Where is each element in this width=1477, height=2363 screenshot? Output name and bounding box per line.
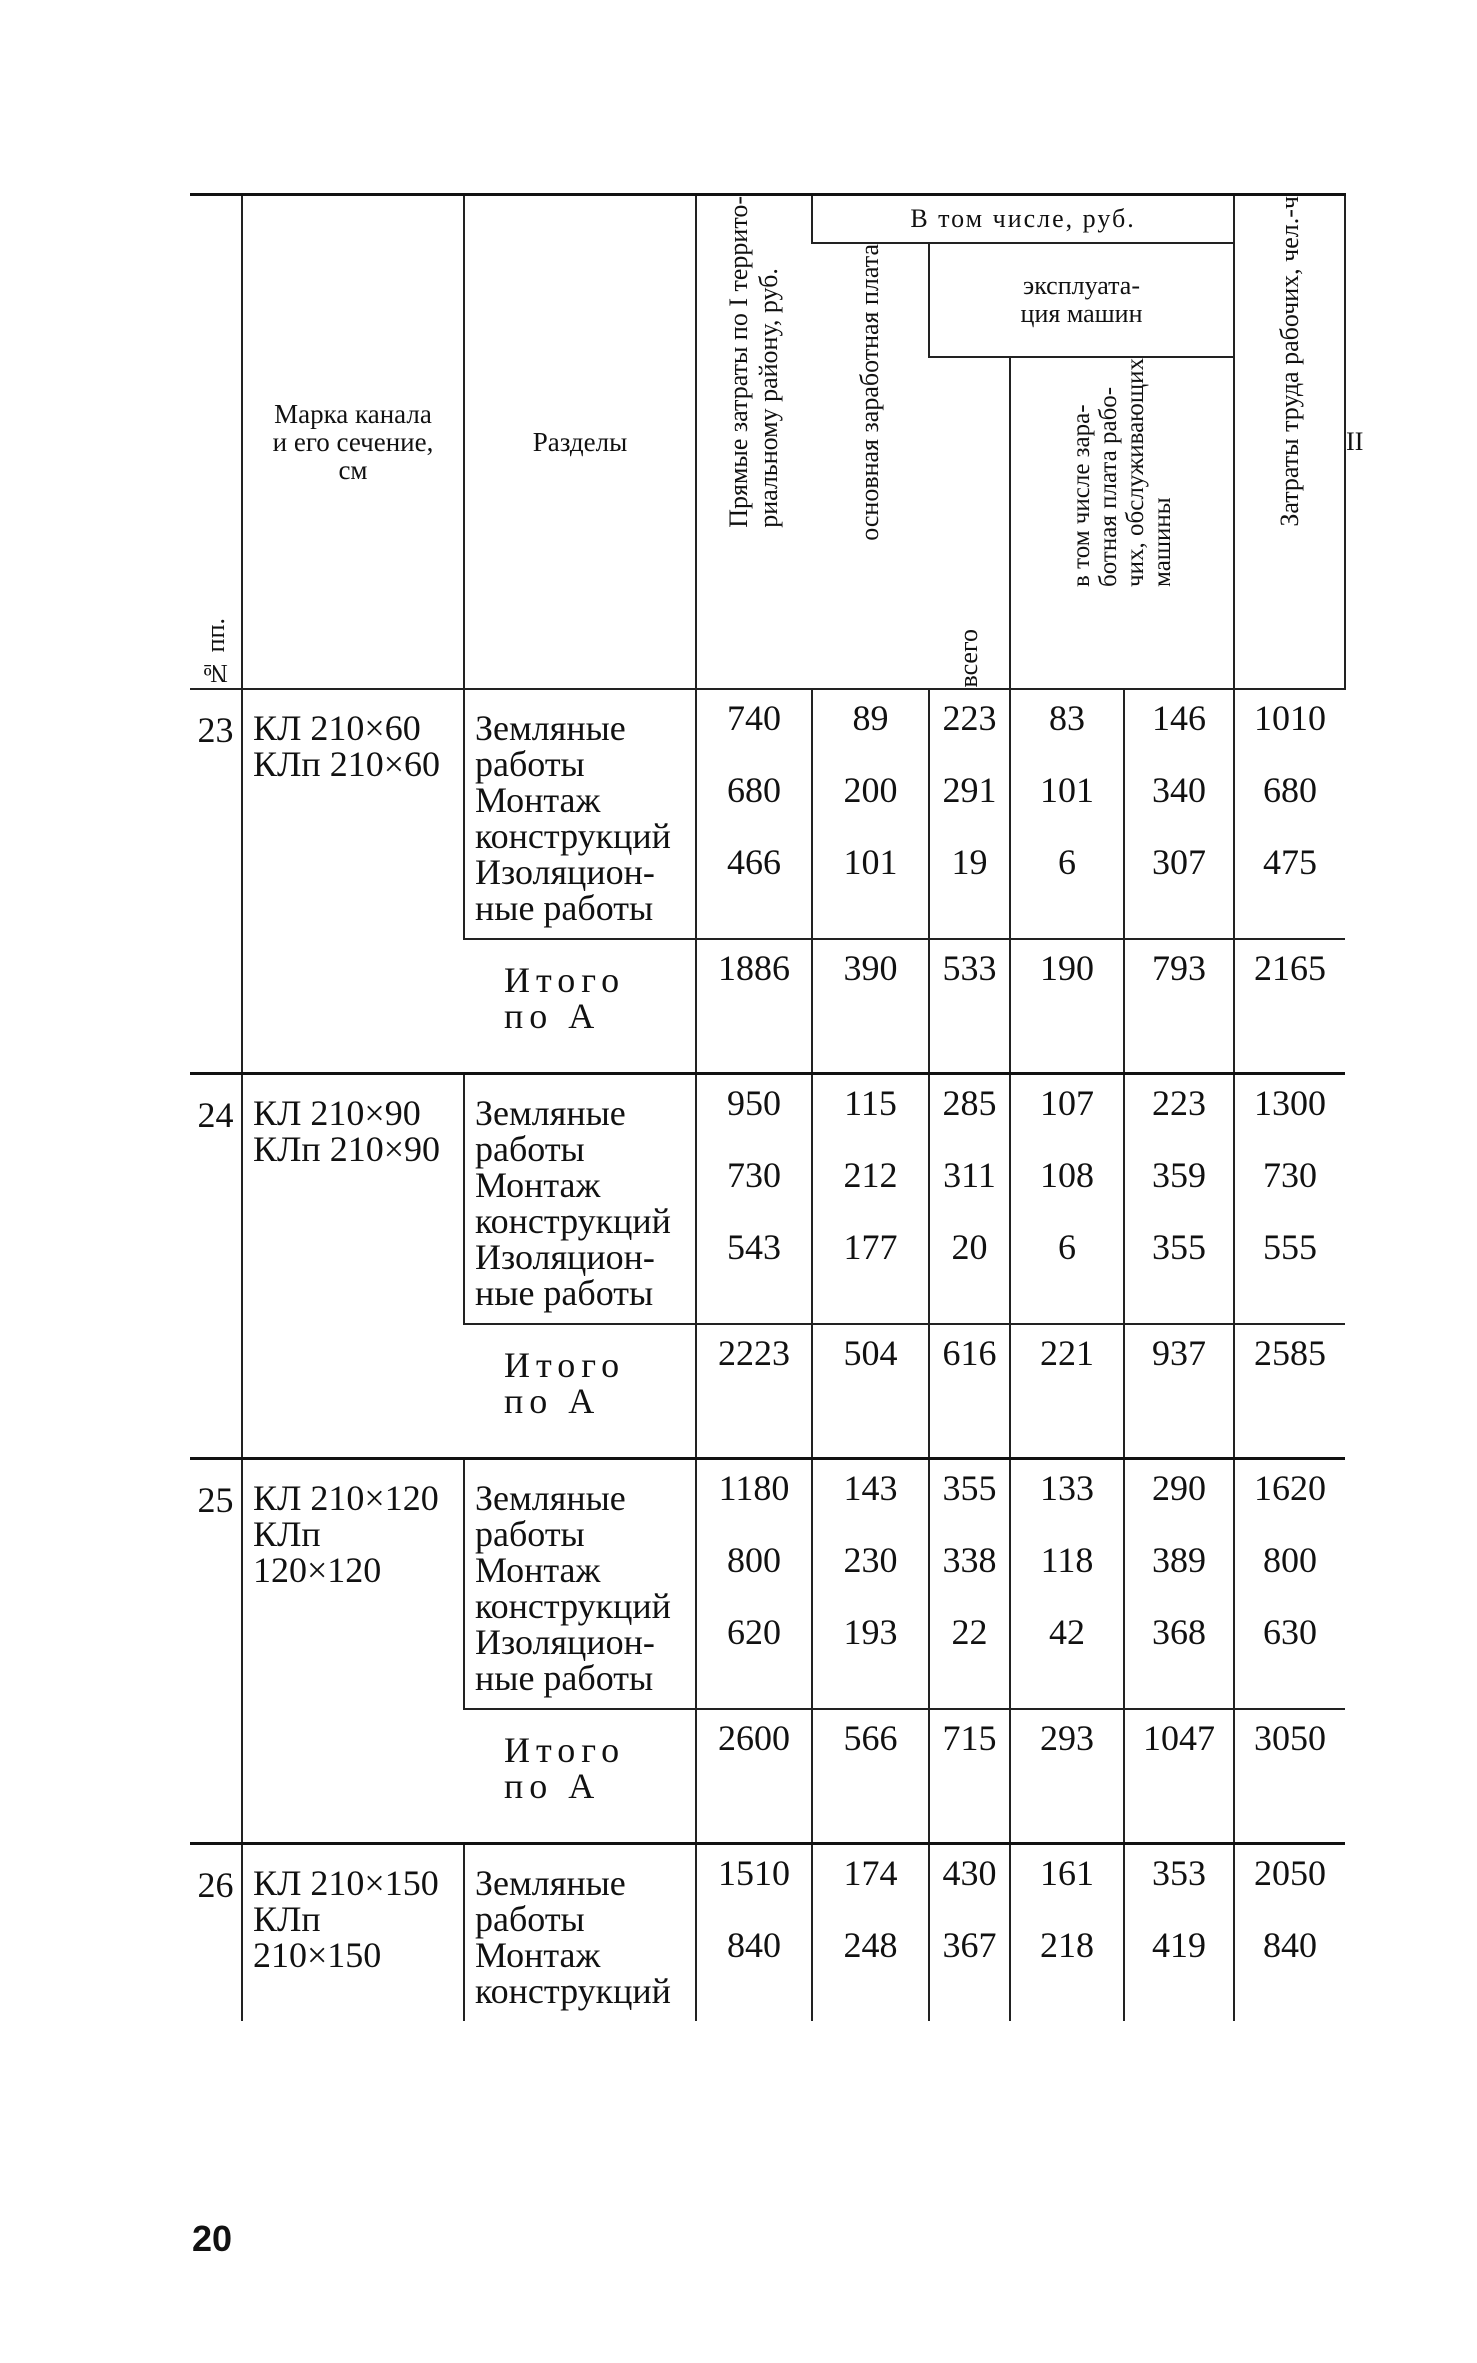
sections-cell <box>464 1075 696 1324</box>
table-row <box>190 1075 1345 1324</box>
value: 730 <box>1263 1155 1318 1195</box>
value: 200 <box>843 770 898 810</box>
total-value: 715 <box>929 1709 1010 1844</box>
value: 355 <box>1152 1227 1207 1267</box>
value: 42 <box>1049 1612 1085 1652</box>
row-number: 25 <box>197 1480 234 1520</box>
value-cell <box>812 689 929 939</box>
value: 291 <box>942 770 997 810</box>
value-cell <box>1234 1075 1345 1324</box>
table-row <box>190 1845 1345 2021</box>
value: 368 <box>1152 1612 1207 1652</box>
section-name: Изоляцион- ные работы <box>475 1622 655 1698</box>
value-cell <box>1124 1460 1234 1709</box>
total-value: 566 <box>812 1709 929 1844</box>
value: 367 <box>942 1925 997 1965</box>
value: 20 <box>951 1227 988 1267</box>
value: 107 <box>1040 1083 1094 1123</box>
value: 800 <box>1263 1540 1318 1580</box>
value: 115 <box>844 1083 897 1123</box>
value-cell <box>1010 689 1124 939</box>
table-row <box>190 689 1345 939</box>
value: 6 <box>1058 842 1076 882</box>
value: 475 <box>1263 842 1318 882</box>
value: 1510 <box>718 1853 790 1893</box>
total-label: Итого по А <box>464 1324 696 1459</box>
header-machines: эксплуата- ция машин <box>929 243 1234 357</box>
value-cell <box>929 1845 1010 2021</box>
value: 840 <box>727 1925 781 1965</box>
value: 19 <box>951 842 988 882</box>
row-number: 23 <box>197 710 234 750</box>
value: 730 <box>727 1155 781 1195</box>
value: 193 <box>843 1612 898 1652</box>
value: 740 <box>727 698 781 738</box>
value: 223 <box>942 698 997 738</box>
value: 218 <box>1040 1925 1094 1965</box>
value-cell <box>696 1075 812 1324</box>
value: 353 <box>1152 1853 1207 1893</box>
value: 555 <box>1263 1227 1318 1267</box>
table-row <box>190 1460 1345 1709</box>
total-value: 190 <box>1010 939 1124 1074</box>
value: 1300 <box>1254 1083 1327 1123</box>
total-value: 390 <box>812 939 929 1074</box>
value: 143 <box>843 1468 898 1508</box>
value-cell <box>929 1460 1010 1709</box>
value: 1620 <box>1254 1468 1327 1508</box>
value: 359 <box>1152 1155 1207 1195</box>
value-cell <box>696 1845 812 2021</box>
value: 466 <box>727 842 781 882</box>
value-cell <box>696 1460 812 1709</box>
value: 311 <box>943 1155 996 1195</box>
value-cell <box>1124 1075 1234 1324</box>
value: 338 <box>942 1540 997 1580</box>
value: 340 <box>1152 770 1207 810</box>
section-name: Земляные работы <box>475 1863 626 1939</box>
total-value: 221 <box>1010 1324 1124 1459</box>
header-mark: Марка канала и его сечение, см <box>242 195 464 690</box>
value: 389 <box>1152 1540 1207 1580</box>
section-name: Монтаж конструкций <box>475 1550 671 1626</box>
header-labor: Затраты труда рабочих, чел.-ч <box>1234 195 1345 690</box>
section-name: Земляные работы <box>475 1093 626 1169</box>
value: 83 <box>1049 698 1085 738</box>
section-name: Земляные работы <box>475 708 626 784</box>
total-value: 533 <box>929 939 1010 1074</box>
sections-cell <box>464 1460 696 1709</box>
header-direct-costs: Прямые затраты по I террито- риальному району, руб. <box>696 195 812 690</box>
total-value: 2223 <box>696 1324 812 1459</box>
value: 630 <box>1263 1612 1318 1652</box>
header-machines-wage: в том числе зара- ботная плата рабо- чих, обслуживающих машины <box>1010 357 1234 689</box>
total-value: 793 <box>1124 939 1234 1074</box>
total-value: 2600 <box>696 1709 812 1844</box>
section-name: Монтаж конструкций <box>475 1935 671 2011</box>
sections-cell <box>464 1845 696 2021</box>
total-value: 1886 <box>696 939 812 1074</box>
total-value: 504 <box>812 1324 929 1459</box>
total-value: 2165 <box>1234 939 1345 1074</box>
table-body <box>190 689 1345 2021</box>
header-number: № пп. <box>190 195 242 690</box>
value: 133 <box>1040 1468 1094 1508</box>
channel-mark: КЛ 210×150 КЛп 210×150 <box>242 1845 464 2021</box>
value-cell <box>929 1075 1010 1324</box>
value-cell <box>812 1460 929 1709</box>
section-name: Монтаж конструкций <box>475 1165 671 1241</box>
value: 248 <box>843 1925 898 1965</box>
header-machines-total: всего <box>929 357 1010 689</box>
row-number: 26 <box>197 1865 234 1905</box>
value: 307 <box>1152 842 1207 882</box>
total-label: Итого по А <box>464 1709 696 1844</box>
section-name: Монтаж конструкций <box>475 780 671 856</box>
cost-table <box>190 193 1364 2021</box>
value: 2050 <box>1254 1853 1327 1893</box>
value: 101 <box>843 842 898 882</box>
value: 800 <box>727 1540 781 1580</box>
value-cell <box>812 1075 929 1324</box>
total-value: 616 <box>929 1324 1010 1459</box>
value: 174 <box>843 1853 898 1893</box>
value-cell <box>812 1845 929 2021</box>
value-cell <box>1010 1460 1124 1709</box>
value-cell <box>1234 689 1345 939</box>
section-name: Изоляцион- ные работы <box>475 1237 655 1313</box>
value: 161 <box>1040 1853 1094 1893</box>
total-value: 2585 <box>1234 1324 1345 1459</box>
value: 950 <box>727 1083 781 1123</box>
value: 212 <box>843 1155 898 1195</box>
section-name: Земляные работы <box>475 1478 626 1554</box>
value: 285 <box>942 1083 997 1123</box>
value: 89 <box>852 698 889 738</box>
value: 230 <box>843 1540 898 1580</box>
value: 146 <box>1152 698 1207 738</box>
value-cell <box>1124 689 1234 939</box>
page-number: 20 <box>192 2218 233 2259</box>
value-cell <box>1124 1845 1234 2021</box>
value: 355 <box>942 1468 997 1508</box>
value-cell <box>1234 1845 1345 2021</box>
value: 22 <box>951 1612 988 1652</box>
value: 430 <box>942 1853 997 1893</box>
value: 840 <box>1263 1925 1318 1965</box>
sections-cell <box>464 689 696 939</box>
value: 6 <box>1058 1227 1076 1267</box>
value: 680 <box>1263 770 1318 810</box>
value-cell <box>1234 1460 1345 1709</box>
value: 620 <box>727 1612 781 1652</box>
value: 290 <box>1152 1468 1207 1508</box>
value: 223 <box>1152 1083 1207 1123</box>
header-base-wage: основная заработная плата <box>812 243 929 689</box>
value: 177 <box>843 1227 898 1267</box>
row-number: 24 <box>197 1095 234 1135</box>
total-value: 293 <box>1010 1709 1124 1844</box>
value-cell <box>1010 1075 1124 1324</box>
total-label: Итого по А <box>464 939 696 1074</box>
value-cell <box>1010 1845 1124 2021</box>
value: 101 <box>1040 770 1094 810</box>
header-including: В том числе, руб. <box>812 195 1234 244</box>
value: 1180 <box>718 1468 790 1508</box>
value: 680 <box>727 770 781 810</box>
channel-mark: КЛ 210×120 КЛп 120×120 <box>242 1460 464 1844</box>
value: 419 <box>1152 1925 1207 1965</box>
value: 543 <box>727 1227 781 1267</box>
channel-mark: КЛ 210×90 КЛп 210×90 <box>242 1075 464 1459</box>
value: 1010 <box>1254 698 1327 738</box>
value: 108 <box>1040 1155 1094 1195</box>
value-cell <box>929 689 1010 939</box>
value-cell <box>696 689 812 939</box>
header-sections: Разделы <box>464 195 696 690</box>
total-value: 1047 <box>1124 1709 1234 1844</box>
channel-mark: КЛ 210×60 КЛп 210×60 <box>242 689 464 1074</box>
section-name: Изоляцион- ные работы <box>475 852 655 928</box>
value: 118 <box>1040 1540 1094 1580</box>
total-value: 3050 <box>1234 1709 1345 1844</box>
total-value: 937 <box>1124 1324 1234 1459</box>
table-header: № пп. Марка канала и его сечение, см Разделы Прямые затраты по I террито- риальному району, руб. В том числе, руб. Затраты труда рабочих, чел.-ч II основная заработная плата эксплуата- ция машин всего в том числе зара- ботная плата рабо- чих, обслуживающих машины <box>190 195 1345 690</box>
